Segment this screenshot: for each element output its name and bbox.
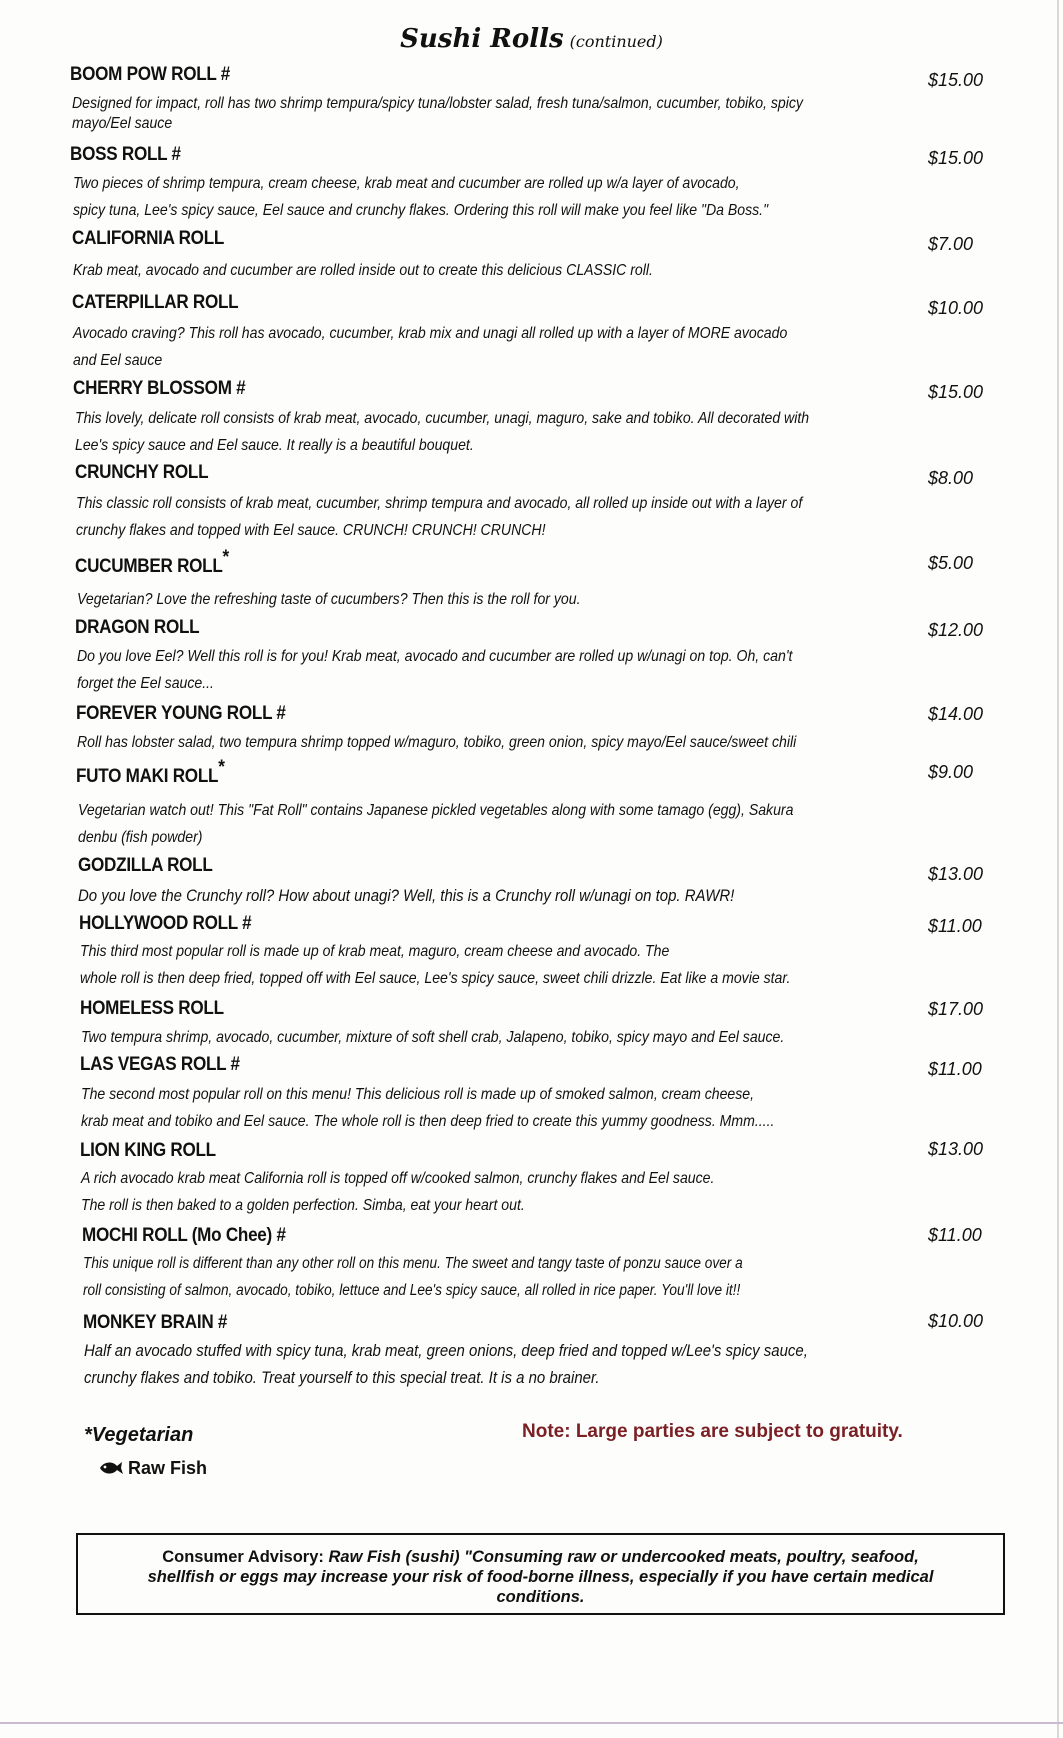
item-description: [77, 586, 913, 613]
item-price: $11.00: [928, 1225, 982, 1245]
desc-line: Two tempura shrimp, avocado, cucumber, mixture of soft shell crab, Jalapeno, tobiko, spicy mayo and Eel sauce.: [81, 1029, 785, 1046]
desc-line: Roll has lobster salad, two tempura shrimp topped w/maguro, tobiko, green onion, spicy mayo/Eel sauce/sweet chili: [77, 734, 797, 751]
item-description: [84, 1337, 920, 1391]
vegetarian-label: Vegetarian: [91, 1424, 194, 1446]
item-price: $8.00: [928, 468, 974, 488]
desc-line: A rich avocado krab meat California roll is topped off w/cooked salmon, crunchy flakes and Eel sauce.: [81, 1170, 715, 1187]
advisory-lead: Consumer Advisory:: [162, 1548, 324, 1566]
item-name: CHERRY BLOSSOM #: [73, 378, 246, 399]
item-price: $5.00: [928, 553, 974, 573]
item-description: [73, 257, 909, 284]
item-price: $10.00: [928, 298, 984, 318]
item-price: $13.00: [928, 864, 984, 884]
desc-line: roll consisting of salmon, avocado, tobiko, lettuce and Lee's spicy sauce, all rolled in rice paper. You'll love it!!: [83, 1282, 741, 1299]
item-price: $10.00: [928, 1311, 984, 1331]
item-description: [80, 938, 916, 992]
advisory-line-2: shellfish or eggs may increase your risk of food-borne illness, especially if you have certain medical: [147, 1568, 934, 1586]
title-text: Sushi Rolls: [400, 24, 564, 54]
item-name: CRUNCHY ROLL: [75, 462, 209, 483]
desc-line: This third most popular roll is made up of krab meat, maguro, cream cheese and avocado. The: [80, 943, 670, 960]
item-name: DRAGON ROLL: [75, 617, 200, 638]
vegetarian-star-icon: *: [222, 546, 229, 568]
vegetarian-legend: [84, 1424, 193, 1447]
desc-line: Half an avocado stuffed with spicy tuna, krab meat, green onions, deep fried and topped w/Lee's spicy sauce,: [84, 1341, 808, 1360]
item-name: MONKEY BRAIN #: [83, 1312, 228, 1333]
item-name-text: FUTO MAKI ROLL: [76, 766, 219, 787]
page-bottom-rule: [0, 1722, 1063, 1724]
item-name: HOLLYWOOD ROLL #: [79, 913, 252, 934]
desc-line: Lee's spicy sauce and Eel sauce. It really is a beautiful bouquet.: [75, 437, 474, 454]
item-description: [77, 643, 913, 697]
item-price: $15.00: [928, 70, 984, 90]
item-name-text: CUCUMBER ROLL: [75, 556, 223, 577]
desc-line: denbu (fish powder): [78, 829, 203, 846]
item-description: [81, 1165, 917, 1219]
item-price: $15.00: [928, 382, 984, 402]
item-description: [73, 320, 909, 374]
item-name: [75, 546, 229, 578]
vegetarian-star-icon: *: [84, 1424, 92, 1446]
desc-line: and Eel sauce: [73, 352, 163, 369]
advisory-line: [78, 1547, 1003, 1567]
item-price: $15.00: [928, 148, 984, 168]
page-edge: [1057, 0, 1059, 1738]
item-description: [78, 797, 914, 851]
desc-line: Two pieces of shrimp tempura, cream cheese, krab meat and cucumber are rolled up w/a layer of avocado,: [73, 175, 740, 192]
desc-line: Vegetarian watch out! This "Fat Roll" contains Japanese pickled vegetables along with some tamago (egg), Sakura: [78, 802, 794, 819]
item-description: [81, 1024, 917, 1051]
vegetarian-star-icon: *: [218, 756, 225, 778]
desc-line: Do you love Eel? Well this roll is for you! Krab meat, avocado and cucumber are rolled up w/unagi on top. Oh, can't: [77, 648, 793, 665]
item-price: $17.00: [928, 999, 984, 1019]
item-name: [76, 756, 225, 788]
consumer-advisory-box: [76, 1533, 1005, 1615]
desc-line: This unique roll is different than any other roll on this menu. The sweet and tangy taste of ponzu sauce over a: [83, 1255, 743, 1272]
item-name: BOSS ROLL #: [70, 144, 181, 165]
item-name: MOCHI ROLL (Mo Chee) #: [82, 1225, 286, 1246]
gratuity-note: Note: Large parties are subject to gratuity.: [522, 1421, 903, 1442]
item-price: $11.00: [928, 916, 982, 936]
desc-line: whole roll is then deep fried, topped off with Eel sauce, Lee's spicy sauce, sweet chili drizzle. Eat like a movie star.: [80, 970, 791, 987]
desc-line: crunchy flakes and tobiko. Treat yourself to this special treat. It is a no brainer.: [84, 1368, 600, 1387]
item-description: [72, 94, 908, 134]
desc-line: This lovely, delicate roll consists of krab meat, avocado, cucumber, unagi, maguro, sake and tobiko. All decorated with: [75, 410, 810, 427]
advisory-line-1: Raw Fish (sushi) "Consuming raw or undercooked meats, poultry, seafood,: [328, 1548, 919, 1566]
item-price: $7.00: [928, 234, 974, 254]
raw-fish-label: Raw Fish: [128, 1458, 208, 1478]
item-name: HOMELESS ROLL: [80, 998, 224, 1019]
advisory-line-3: conditions.: [496, 1588, 585, 1606]
item-price: $11.00: [928, 1059, 982, 1079]
desc-line: Do you love the Crunchy roll? How about unagi? Well, this is a Crunchy roll w/unagi on top. RAWR!: [78, 886, 735, 905]
item-name: FOREVER YOUNG ROLL #: [76, 703, 286, 724]
page-title: [0, 24, 1063, 54]
item-description: [81, 1081, 917, 1135]
desc-line: Avocado craving? This roll has avocado, cucumber, krab mix and unagi all rolled up with a layer of MORE avocado: [73, 325, 788, 342]
item-name: BOOM POW ROLL #: [70, 64, 230, 85]
raw-fish-legend: [98, 1458, 207, 1479]
item-name: CALIFORNIA ROLL: [72, 228, 225, 249]
desc-line: mayo/Eel sauce: [72, 115, 173, 132]
item-description: [77, 729, 913, 756]
desc-line: Krab meat, avocado and cucumber are rolled inside out to create this delicious CLASSIC roll.: [73, 262, 653, 279]
item-name: LION KING ROLL: [80, 1140, 216, 1161]
desc-line: The second most popular roll on this menu! This delicious roll is made up of smoked salmon, cream cheese,: [81, 1086, 755, 1103]
title-subtitle: (continued): [569, 32, 663, 51]
item-price: $13.00: [928, 1139, 984, 1159]
item-description: [73, 170, 909, 224]
item-price: $12.00: [928, 620, 984, 640]
item-name: LAS VEGAS ROLL #: [80, 1054, 240, 1075]
advisory-text: [78, 1547, 1003, 1607]
item-price: $9.00: [928, 762, 974, 782]
desc-line: spicy tuna, Lee's spicy sauce, Eel sauce and crunchy flakes. Ordering this roll will make you feel like "Da Boss.": [73, 202, 769, 219]
item-name: CATERPILLAR ROLL: [72, 292, 239, 313]
desc-line: Vegetarian? Love the refreshing taste of cucumbers? Then this is the roll for you.: [77, 591, 581, 608]
item-name: GODZILLA ROLL: [78, 855, 213, 876]
item-description: [78, 882, 914, 909]
desc-line: This classic roll consists of krab meat, cucumber, shrimp tempura and avocado, all rolled up inside out with a layer of: [76, 495, 803, 512]
item-price: $14.00: [928, 704, 984, 724]
desc-line: Designed for impact, roll has two shrimp tempura/spicy tuna/lobster salad, fresh tuna/salmon, cucumber, tobiko, spicy: [72, 95, 803, 112]
desc-line: forget the Eel sauce...: [77, 675, 214, 692]
desc-line: krab meat and tobiko and Eel sauce. The whole roll is then deep fried to create this yummy goodness. Mmm.....: [81, 1113, 775, 1130]
fish-icon: [98, 1460, 124, 1476]
item-description: [83, 1250, 919, 1304]
desc-line: crunchy flakes and topped with Eel sauce. CRUNCH! CRUNCH! CRUNCH!: [76, 522, 546, 539]
item-description: [76, 490, 912, 544]
desc-line: The roll is then baked to a golden perfection. Simba, eat your heart out.: [81, 1197, 525, 1214]
item-description: [75, 405, 911, 459]
